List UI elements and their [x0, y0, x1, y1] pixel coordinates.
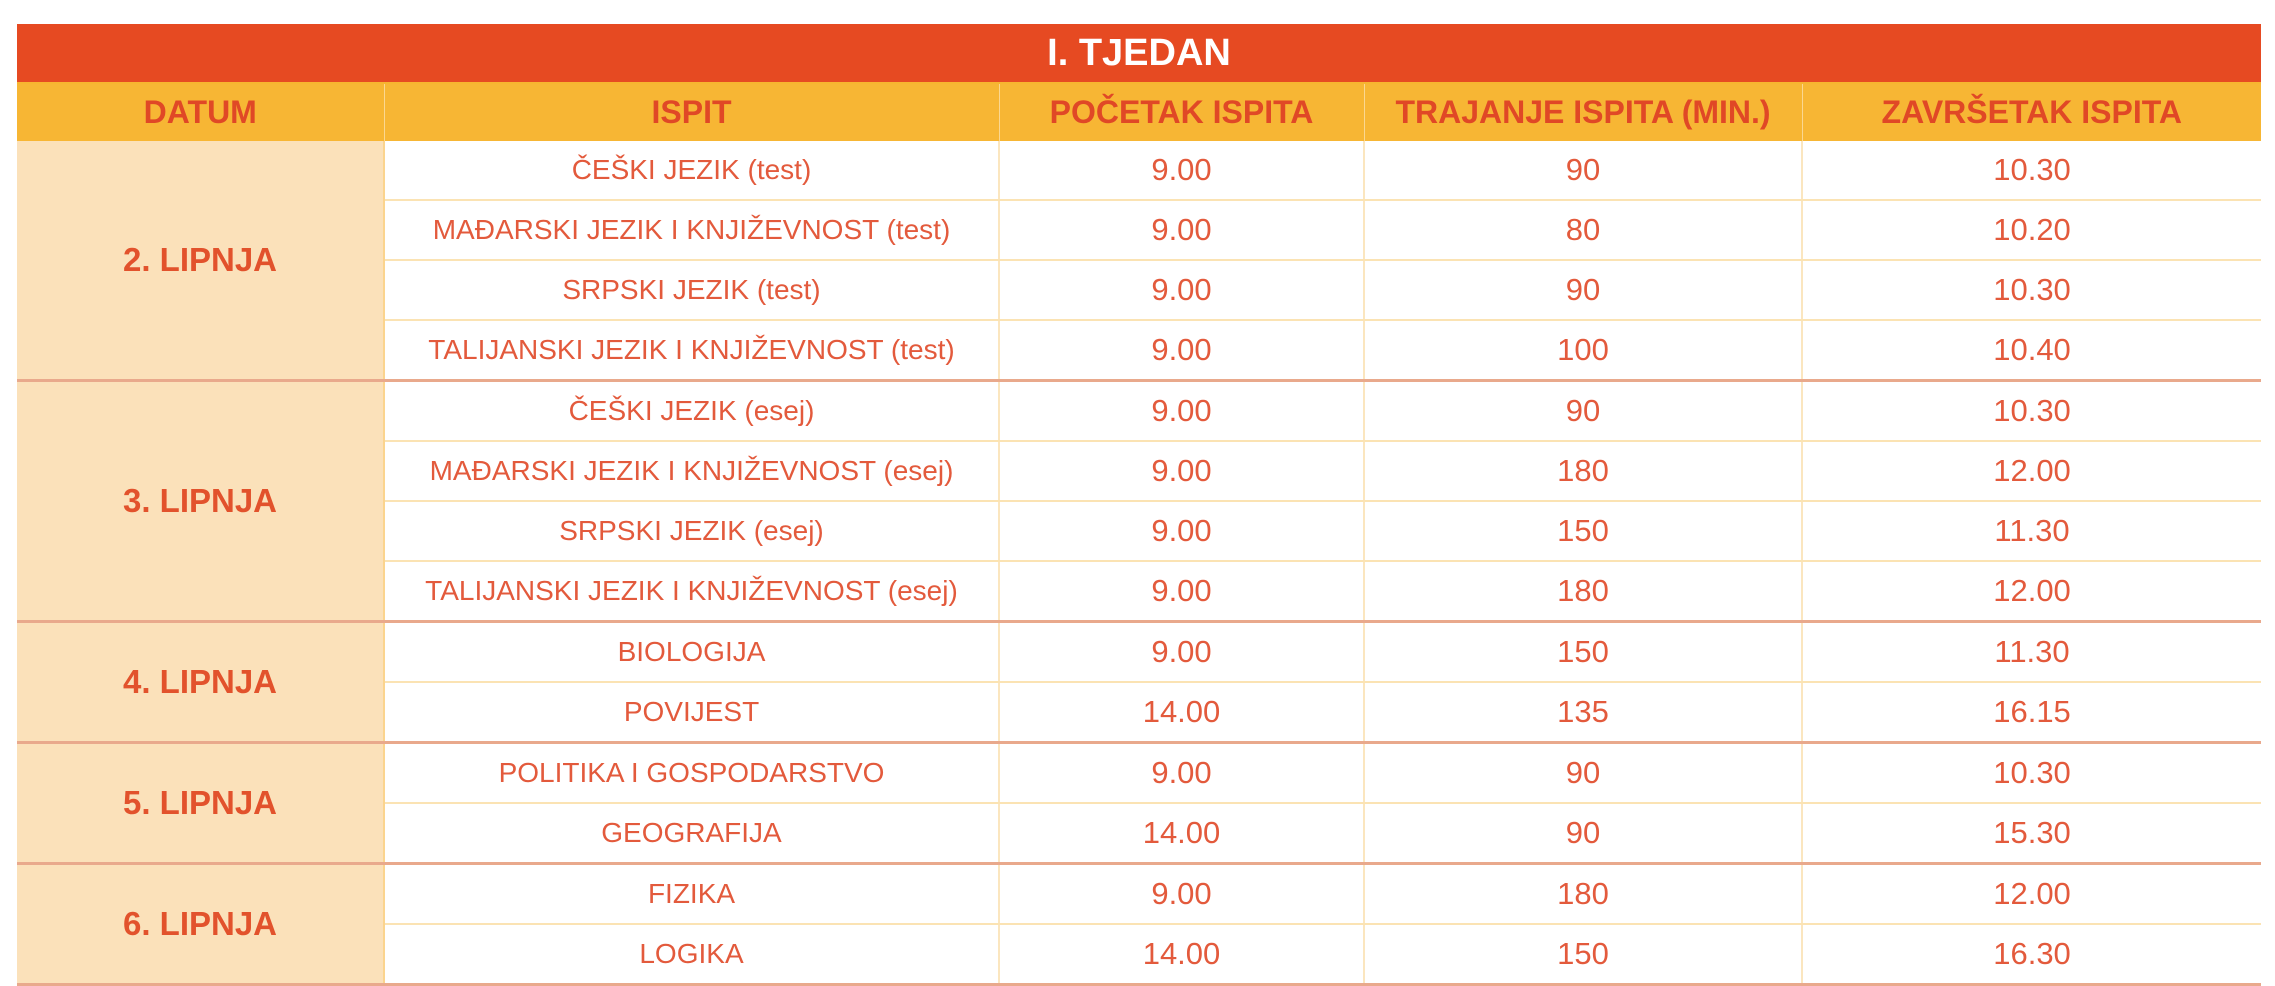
table-row — [17, 743, 2261, 804]
column-header-duration: TRAJANJE ISPITA (MIN.) — [1364, 83, 1802, 141]
date-cell: 3. LIPNJA — [17, 381, 384, 622]
exam-name-cell: POVIJEST — [384, 682, 999, 743]
end-time-cell: 12.00 — [1802, 864, 2261, 925]
duration-cell: 90 — [1364, 803, 1802, 864]
exam-name-cell: LOGIKA — [384, 924, 999, 985]
exam-name-cell: BIOLOGIJA — [384, 622, 999, 683]
date-cell: 5. LIPNJA — [17, 743, 384, 864]
start-time-cell: 14.00 — [999, 682, 1364, 743]
start-time-cell: 9.00 — [999, 622, 1364, 683]
duration-cell: 150 — [1364, 501, 1802, 561]
duration-cell: 80 — [1364, 200, 1802, 260]
header-row — [17, 83, 2261, 141]
title-row — [17, 24, 2261, 83]
end-time-cell: 10.30 — [1802, 141, 2261, 200]
exam-schedule-table — [17, 24, 2261, 986]
end-time-cell: 16.15 — [1802, 682, 2261, 743]
exam-name-cell: FIZIKA — [384, 864, 999, 925]
end-time-cell: 12.00 — [1802, 441, 2261, 501]
exam-name-cell: MAĐARSKI JEZIK I KNJIŽEVNOST (test) — [384, 200, 999, 260]
column-header-date: DATUM — [17, 83, 384, 141]
duration-cell: 100 — [1364, 320, 1802, 381]
column-header-end: ZAVRŠETAK ISPITA — [1802, 83, 2261, 141]
start-time-cell: 9.00 — [999, 381, 1364, 442]
end-time-cell: 10.30 — [1802, 260, 2261, 320]
start-time-cell: 9.00 — [999, 561, 1364, 622]
exam-name-cell: SRPSKI JEZIK (esej) — [384, 501, 999, 561]
end-time-cell: 10.30 — [1802, 743, 2261, 804]
duration-cell: 90 — [1364, 381, 1802, 442]
start-time-cell: 9.00 — [999, 864, 1364, 925]
table-row — [17, 864, 2261, 925]
start-time-cell: 9.00 — [999, 260, 1364, 320]
duration-cell: 90 — [1364, 260, 1802, 320]
exam-name-cell: POLITIKA I GOSPODARSTVO — [384, 743, 999, 804]
duration-cell: 180 — [1364, 441, 1802, 501]
exam-name-cell: ČEŠKI JEZIK (test) — [384, 141, 999, 200]
start-time-cell: 9.00 — [999, 320, 1364, 381]
duration-cell: 150 — [1364, 622, 1802, 683]
end-time-cell: 11.30 — [1802, 501, 2261, 561]
exam-name-cell: SRPSKI JEZIK (test) — [384, 260, 999, 320]
duration-cell: 135 — [1364, 682, 1802, 743]
duration-cell: 90 — [1364, 141, 1802, 200]
exam-name-cell: GEOGRAFIJA — [384, 803, 999, 864]
end-time-cell: 10.40 — [1802, 320, 2261, 381]
exam-name-cell: MAĐARSKI JEZIK I KNJIŽEVNOST (esej) — [384, 441, 999, 501]
column-header-exam: ISPIT — [384, 83, 999, 141]
end-time-cell: 16.30 — [1802, 924, 2261, 985]
end-time-cell: 10.20 — [1802, 200, 2261, 260]
week-title: I. TJEDAN — [17, 24, 2261, 83]
end-time-cell: 12.00 — [1802, 561, 2261, 622]
end-time-cell: 10.30 — [1802, 381, 2261, 442]
column-header-start: POČETAK ISPITA — [999, 83, 1364, 141]
start-time-cell: 9.00 — [999, 200, 1364, 260]
start-time-cell: 9.00 — [999, 441, 1364, 501]
exam-name-cell: ČEŠKI JEZIK (esej) — [384, 381, 999, 442]
duration-cell: 150 — [1364, 924, 1802, 985]
start-time-cell: 14.00 — [999, 924, 1364, 985]
duration-cell: 90 — [1364, 743, 1802, 804]
exam-name-cell: TALIJANSKI JEZIK I KNJIŽEVNOST (esej) — [384, 561, 999, 622]
date-cell: 6. LIPNJA — [17, 864, 384, 985]
start-time-cell: 14.00 — [999, 803, 1364, 864]
duration-cell: 180 — [1364, 561, 1802, 622]
start-time-cell: 9.00 — [999, 743, 1364, 804]
table-row — [17, 622, 2261, 683]
date-cell: 2. LIPNJA — [17, 141, 384, 381]
table-row — [17, 141, 2261, 200]
end-time-cell: 11.30 — [1802, 622, 2261, 683]
date-cell: 4. LIPNJA — [17, 622, 384, 743]
schedule-body — [17, 141, 2261, 985]
end-time-cell: 15.30 — [1802, 803, 2261, 864]
table-row — [17, 381, 2261, 442]
start-time-cell: 9.00 — [999, 141, 1364, 200]
start-time-cell: 9.00 — [999, 501, 1364, 561]
exam-name-cell: TALIJANSKI JEZIK I KNJIŽEVNOST (test) — [384, 320, 999, 381]
duration-cell: 180 — [1364, 864, 1802, 925]
